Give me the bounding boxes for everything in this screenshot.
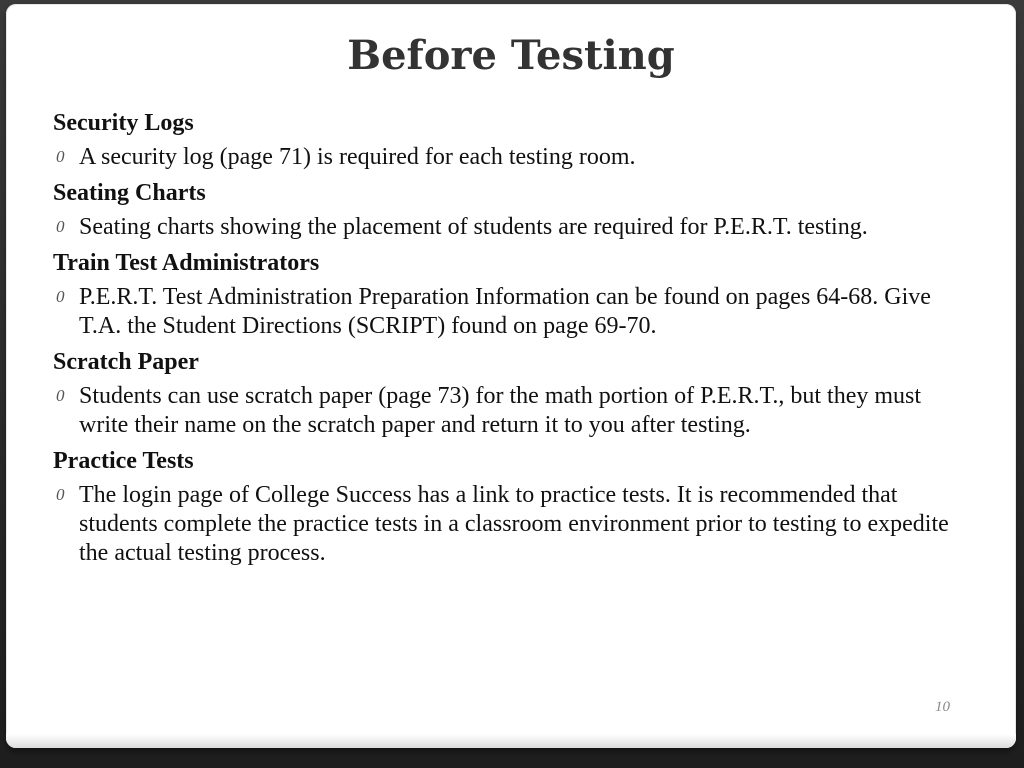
section-practice-tests	[53, 446, 973, 568]
bullet-text: The login page of College Success has a link to practice tests. It is recommended that students complete the practice tests in a classroom environment prior to testing to expedite the actual testing process.	[79, 482, 949, 566]
bullet-text: Seating charts showing the placement of students are required for P.E.R.T. testing.	[79, 214, 868, 240]
bullet-item	[53, 382, 973, 440]
bullet-marker-icon: 0	[56, 217, 65, 236]
bullet-marker-icon: 0	[56, 147, 65, 166]
section-heading: Scratch Paper	[53, 349, 199, 375]
bullet-marker-icon: 0	[56, 485, 65, 504]
bullet-item	[53, 143, 973, 172]
bullet-text: P.E.R.T. Test Administration Preparation Information can be found on pages 64-68. Give T.A. the Student Directions (SCRIPT) found on page 69-70.	[79, 284, 931, 339]
bullet-item	[53, 213, 973, 242]
bullet-item	[53, 283, 973, 341]
page-number: 10	[935, 699, 950, 715]
bullet-item	[53, 481, 973, 568]
slide-content	[53, 108, 973, 574]
slide-title: Before Testing	[347, 32, 675, 79]
section-heading: Practice Tests	[53, 448, 194, 474]
section-heading: Train Test Administrators	[53, 250, 320, 276]
bullet-marker-icon: 0	[56, 287, 65, 306]
section-heading: Security Logs	[53, 110, 194, 136]
section-security-logs	[53, 108, 973, 172]
bullet-text: Students can use scratch paper (page 73) for the math portion of P.E.R.T., but they must write their name on the scratch paper and return it to you after testing.	[79, 383, 922, 438]
section-heading: Seating Charts	[53, 180, 206, 206]
bullet-marker-icon: 0	[56, 386, 65, 405]
bullet-text: A security log (page 71) is required for each testing room.	[79, 144, 636, 170]
section-train-test-administrators	[53, 248, 973, 341]
slide	[6, 4, 1016, 748]
section-seating-charts	[53, 178, 973, 242]
section-scratch-paper	[53, 347, 973, 440]
